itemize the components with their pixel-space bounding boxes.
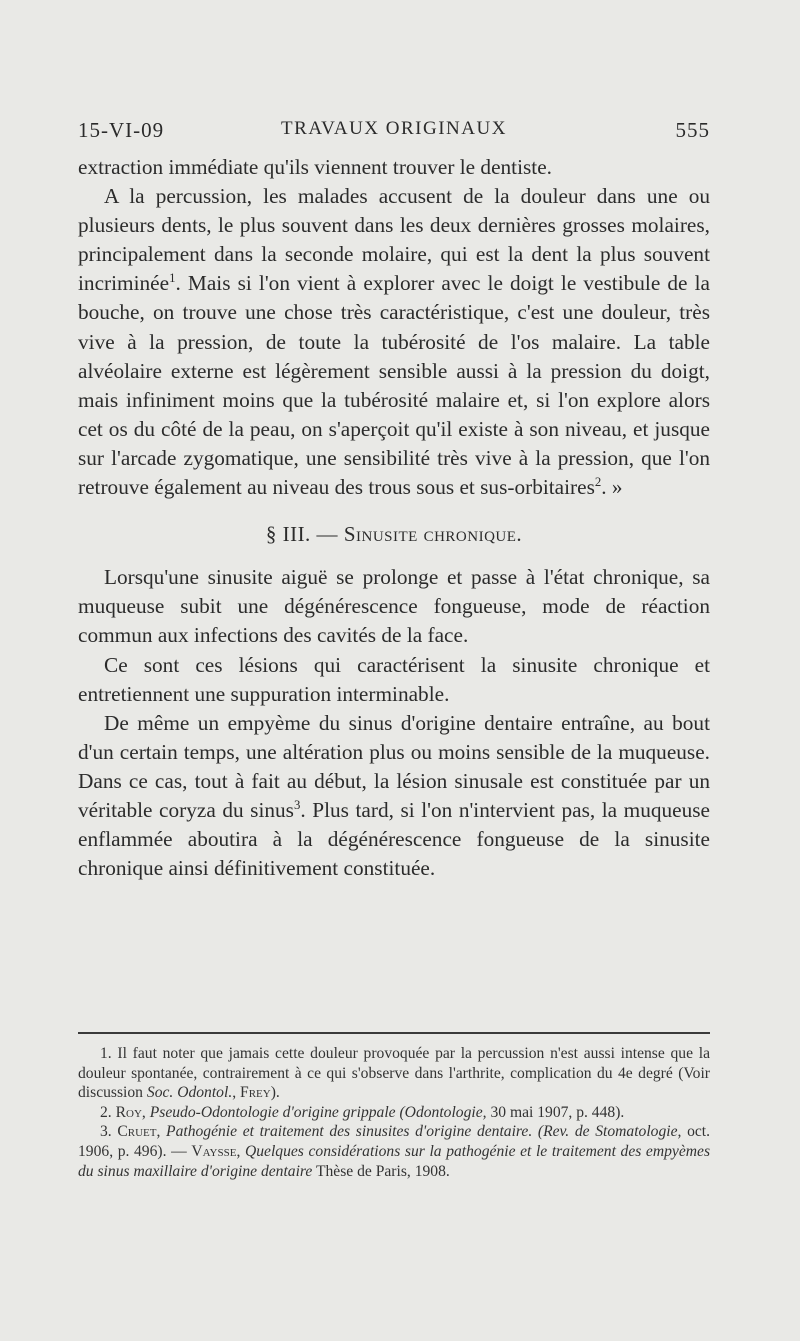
footnotes: [78, 1044, 710, 1181]
footnote-divider: [78, 1032, 710, 1034]
paragraph: extraction immédiate qu'ils viennent trouver le dentiste.: [78, 155, 553, 179]
footnote-2: 2. Roy, Pseudo-Odontologie d'origine grippale (Odontologie, 30 mai 1907, p. 448).: [100, 1103, 625, 1121]
footnote-3: 3. Cruet, Pathogénie et traitement des sinusites d'origine dentaire. (Rev. de Stomatologie, oct. 1906, p. 496). — Vaysse, Quelques considérations sur la pathogénie et le traitement des empyèmes du sinus maxillaire d'origine dentaire Thèse de Paris, 1908.: [78, 1123, 711, 1180]
running-head: [78, 118, 710, 148]
header-date: 15-VI-09: [78, 118, 165, 142]
paragraph: A la percussion, les malades accusent de la douleur dans une ou plusieurs dents, le plus souvent dans les deux dernières grosses molaires, principalement dans la seconde molaire, qui est la dent la plus souvent incriminée$^1$. Mais si l'on vient à explorer avec le doigt le vestibule de la bouche, on trouve une chose très caractéristique, c'est une douleur, très vive à la pression, de toute la tubérosité de l'os malaire. La table alvéolaire externe est légèrement sensible aussi à la pression du doigt, mais infiniment moins que la tubérosité malaire et, si l'on explore alors cet os du côté de la peau, on s'aperçoit qu'il existe à son niveau, et jusque sur l'arcade zygomatique, une sensibilité très vive à la pression, que l'on retrouve également au niveau des trous sous et sus-orbitaires$^2$. »: [78, 184, 710, 500]
book-page: [78, 0, 710, 1341]
paragraph: Lorsqu'une sinusite aiguë se prolonge et passe à l'état chronique, sa muqueuse subit une dégénérescence fongueuse, mode de réaction commun aux infections des cavités de la face.: [78, 565, 710, 648]
section-heading: § III. — Sinusite chronique.: [265, 522, 523, 547]
header-title: TRAVAUX ORIGINAUX: [281, 118, 507, 139]
paragraph: Ce sont ces lésions qui caractérisent la sinusite chronique et entretiennent une suppuration interminable.: [78, 652, 710, 706]
footnote-ref: 3: [293, 797, 301, 812]
page-number: 555: [675, 118, 710, 142]
footnote-1: 1. Il faut noter que jamais cette douleur provoquée par la percussion n'est aussi intense que la douleur spontanée, contrairement à ce qui s'observe dans l'arthrite, complication du 4e degré (Voir discussion Soc. Odontol., Frey).: [78, 1045, 710, 1102]
footnote-ref: 1: [169, 271, 176, 286]
body-text: [78, 153, 710, 883]
footnote-ref: 2: [594, 474, 602, 489]
paragraph: De même un empyème du sinus d'origine dentaire entraîne, au bout d'un certain temps, une altération plus ou moins sensible de la muqueuse. Dans ce cas, tout à fait au début, la lésion sinusale est constituée par un véritable coryza du sinus$^3$. Plus tard, si l'on n'intervient pas, la muqueuse enflammée aboutira à la dégénérescence fongueuse de la sinusite chronique ainsi définitivement constituée.: [78, 710, 710, 881]
